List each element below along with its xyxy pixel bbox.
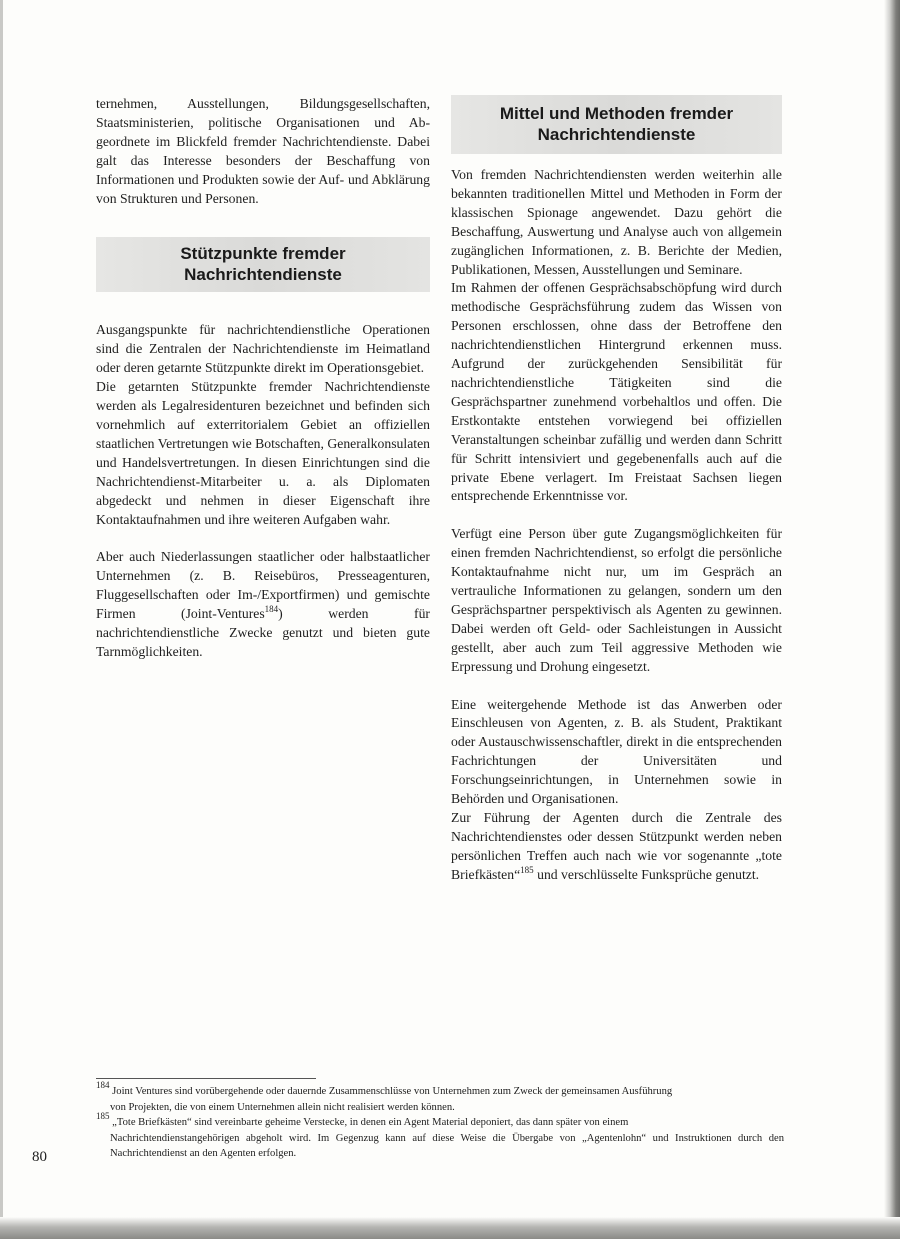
footnote-184-continuation: von Projekten, die von einem Unternehmen allein nicht realisiert werden können.: [110, 1101, 455, 1113]
page-number: 80: [32, 1149, 47, 1165]
footnote-184: [96, 1080, 784, 1100]
page-edge-left: [0, 0, 3, 1239]
heading-line-1: Stützpunkte fremder: [180, 244, 346, 264]
paragraph-text: Zur Führung der Agenten durch die Zentrale des Nachrichtendienstes oder dessen Stützpunkt werden neben persönlichen Treffen auch nach wie vor sogenannte „tote Briefkästen“: [451, 810, 782, 882]
heading-line-2: Nachrichtendienste: [184, 264, 342, 284]
footnote-number: 184: [96, 1080, 110, 1090]
heading-line-1: Mittel und Methoden fremder: [499, 104, 734, 123]
section-heading-stuetzpunkte: [96, 237, 430, 292]
right-column: [451, 95, 782, 885]
heading-line-2: Nachrichtendienste: [537, 124, 696, 144]
paragraph: Verfügt eine Person über gute Zugangsmöglichkeiten für einen fremden Nachrichtendienst, so erfolgt die persönliche Kontaktaufnahme nicht nur, um im Gespräch an vertrauliche Informationen zu gelangen, sondern um den Gesprächspartner perspektivisch als Agenten zu gewinnen. Dabei werden oft Geld- oder Sachleistungen in Aussicht gestellt, aber auch zum Teil aggressive Methoden wie Erpressung und Drohung eingesetzt.: [451, 526, 782, 674]
footnote-185-continuation: Nachrichtendienstangehörigen abgeholt wird. Im Gegenzug kann auf diese Weise die Übergabe von „Agentenlohn“ und Instruktionen durch den Nachrichtendienst an den Agenten erfolgen.: [110, 1132, 784, 1159]
footnotes: [96, 1080, 784, 1162]
footnote-reference: 185: [520, 864, 534, 875]
footnote-185: [96, 1111, 784, 1131]
paragraph: Die getarnten Stützpunkte fremder Nachrichtendienste werden als Legalresidenturen bezeichnet und befinden sich vornehmlich auf exterritorialem Gebiet an offiziellen staatlichen Vertretungen wie Botschaften, Generalkonsulaten und Handelsvertretungen. In diesen Einrichtungen sind die Nachrichtendienst-Mitarbeiter u. a. als Diplomaten abgedeckt und nehmen in dieser Eigenschaft ihre Kontaktaufnahmen und ihre weiteren Aufgaben wahr.: [96, 379, 430, 527]
paragraph-text: ) werden für nachrichtendienstliche Zwecke genutzt und bieten gute Tarnmöglichkeiten.: [96, 606, 430, 659]
intro-paragraph: ternehmen, Ausstellungen, Bildungsgesellschaften, Staatsministerien, politische Organisationen und Abgeordnete im Blickfeld fremder Nachrichtendienste. Dabei galt das Interesse besonders der Beschaffung von Informationen und Produkten sowie der Auf- und Abklärung von Strukturen und Personen.: [96, 96, 430, 206]
paragraph: Ausgangspunkte für nachrichtendienstliche Operationen sind die Zentralen der Nachrichtendienste im Heimatland oder deren getarnte Stützpunkte direkt im Operationsgebiet.: [96, 322, 430, 376]
paragraph-text: Aber auch Niederlassungen staatlicher oder halbstaatlicher Unternehmen (z. B. Reisebüros, Presseagenturen, Fluggesellschaften oder Im-/Exportfirmen) und gemischte Firmen (Joint-Ventures: [96, 549, 430, 622]
left-column: [96, 95, 430, 662]
page-edge-right: [884, 0, 900, 1239]
footnote-text: Joint Ventures sind vorübergehende oder dauernde Zusammenschlüsse von Unternehmen zum Zweck der gemeinsamen Ausführung: [112, 1086, 673, 1097]
page-edge-bottom: [0, 1217, 900, 1239]
footnote-reference: 184: [264, 604, 279, 615]
footnote-divider: [96, 1078, 316, 1079]
paragraph-text: und verschlüsselte Funksprüche genutzt.: [533, 866, 760, 882]
paragraph: Eine weitergehende Methode ist das Anwerben oder Einschleusen von Agenten, z. B. als Student, Praktikant oder Austauschwissenschaftler, direkt in die entsprechenden Fachrichtungen der Universitäten und Forschungseinrichtungen, in Unternehmen sowie in Behörden und Organisationen.: [451, 696, 782, 807]
paragraph: [96, 548, 430, 661]
paragraph: Von fremden Nachrichtendiensten werden weiterhin alle bekannten traditionellen Mittel und Methoden in Form der klassischen Spionage angewendet. Dazu gehört die Beschaffung, Auswertung und Analyse auch von allgemein zugänglichen Informationen, z. B. Berichte der Medien, Publikationen, Messen, Ausstellungen und Seminare.: [451, 167, 782, 277]
section-heading-mittel-methoden: [451, 95, 782, 154]
footnote-text: „Tote Briefkästen“ sind vereinbarte geheime Verstecke, in denen ein Agent Material deponiert, das dann später von einem: [112, 1117, 629, 1128]
paragraph: Im Rahmen der offenen Gesprächsabschöpfung wird durch methodische Gesprächsführung zudem das Wissen von Personen erschlossen, ohne dass der Betroffene den nachrichtendienstlichen Hintergrund erkennen muss. Aufgrund der zurückgehenden Sensibilität für nachrichtendienstliche Tätigkeiten sind die Gesprächspartner zunehmend vorbehaltlos und offen. Die Erstkontakte entstehen vorwiegend bei offiziellen Veranstaltungen scheinbar zufällig und werden dann Schritt für Schritt intensiviert und gegebenenfalls auch auf die private Ebene verlagert. Im Freistaat Sachsen liegen entsprechende Erkenntnisse vor.: [451, 280, 782, 504]
footnote-number: 185: [96, 1111, 110, 1121]
paragraph: [451, 809, 782, 885]
